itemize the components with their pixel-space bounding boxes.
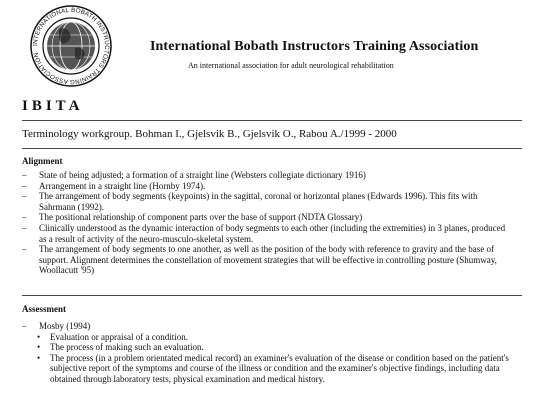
alignment-heading: Alignment: [22, 156, 63, 166]
dash-marker: –: [22, 321, 27, 331]
sub-list-item: [22, 332, 512, 343]
list-item-text: The positional relationship of component parts over the base of support (NDTA Glossary): [39, 212, 363, 223]
dash-marker: –: [22, 180, 27, 191]
list-item: [22, 181, 512, 192]
list-item: [22, 244, 512, 276]
ibita-logo: [29, 4, 113, 88]
organization-subtitle: An international association for adult neurological rehabilitation: [188, 61, 394, 70]
divider-top: [22, 120, 522, 121]
list-item: [22, 170, 512, 181]
assessment-source: Mosby (1994): [39, 321, 91, 331]
list-item-text: The arrangement of body segments (keypoints) in the sagittal, coronal or horizontal planes (Edwards 1996). This fits with Sahrmann (1992).: [39, 191, 478, 212]
list-item-text: Arrangement in a straight line (Hornby 1974).: [39, 180, 206, 191]
bullet-marker: •: [37, 352, 41, 363]
alignment-list: [22, 170, 512, 276]
sub-list-item: [22, 353, 512, 385]
workgroup-line: Terminology workgroup. Bohman I., Gjelsvik B., Gjelsvik O., Rabou A./1999 - 2000: [22, 128, 397, 140]
dash-marker: –: [22, 222, 27, 233]
sub-list-item: [22, 342, 512, 353]
dash-marker: –: [22, 191, 27, 202]
bullet-marker: •: [37, 331, 41, 342]
divider-assessment: [22, 295, 522, 296]
divider-workgroup: [22, 148, 522, 149]
list-item-text: Clinically understood as the dynamic interaction of body segments to each other (including the extremities) in 3 planes, produced as a result of activity of the neuro-musculo-skeletal system.: [39, 222, 506, 244]
dash-marker: –: [22, 244, 27, 255]
assessment-heading: Assessment: [22, 304, 66, 314]
list-item: [22, 223, 512, 244]
bullet-marker: •: [37, 342, 41, 353]
list-item: [22, 212, 512, 223]
dash-marker: –: [22, 170, 27, 180]
dash-marker: –: [22, 212, 27, 223]
organization-title: International Bobath Instructors Training Association: [150, 39, 479, 54]
sub-list-item-text: The process (in a problem orientated medical record) an examiner's evaluation of the disease or condition based on the patient's subjective report of the symptoms and course of the illness or condition and the examiner's objective findings, including data obtained through laboratory tests, physical examination and medical history.: [50, 352, 509, 384]
list-item: [22, 191, 512, 212]
list-item: [22, 321, 512, 332]
assessment-list: [22, 321, 512, 385]
sub-list-item-text: The process of making such an evaluation.: [50, 342, 204, 353]
logo-ring-text: INTERNATIONAL BOBATH INSTRUCTORS TRAINING ASSOCIATION: [31, 6, 111, 86]
list-item-text: The arrangement of body segments to one another, as well as the position of the body with reference to gravity and the base of support. Alignment determines the constellation of movement strategies that will be effective in controlling posture (Shumway, Woollacutt '95): [39, 244, 497, 276]
sub-list-item-text: Evaluation or appraisal of a condition.: [50, 331, 188, 342]
acronym-heading: IBITA: [22, 98, 84, 114]
list-item-text: State of being adjusted; a formation of a straight line (Websters collegiate dictionary 1916): [39, 170, 366, 180]
